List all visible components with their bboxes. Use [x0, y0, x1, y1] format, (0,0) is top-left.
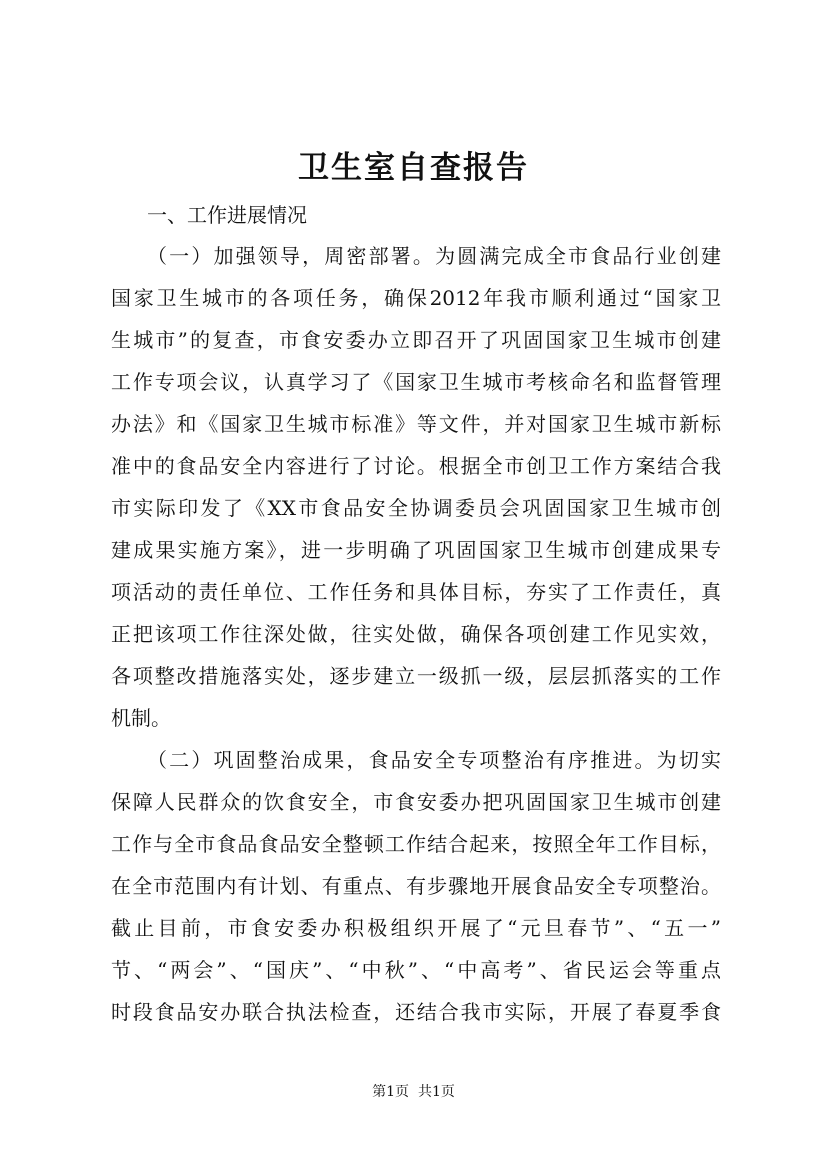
paragraph-line: 工作专项会议，认真学习了《国家卫生城市考核命名和监督管理	[111, 370, 721, 394]
paragraph-line: 时段食品安办联合执法检查，还结合我市实际，开展了春夏季食	[111, 1000, 721, 1024]
paragraph-line: 截止目前，市食安委办积极组织开展了“元旦春节”、“五一”	[111, 916, 721, 940]
section-heading: 一、工作进展情况	[147, 203, 307, 227]
paragraph-line: 办法》和《国家卫生城市标准》等文件，并对国家卫生城市新标	[111, 412, 721, 436]
paragraph-line: 保障人民群众的饮食安全，市食安委办把巩固国家卫生城市创建	[111, 790, 721, 814]
paragraph-line: 正把该项工作往深处做，往实处做，确保各项创建工作见实效，	[111, 622, 721, 646]
paragraph-line: 生城市”的复查，市食安委办立即召开了巩固国家卫生城市创建	[111, 328, 721, 352]
page-footer: 第1页 共1页	[372, 1084, 455, 1100]
paragraph-line: 准中的食品安全内容进行了讨论。根据全市创卫工作方案结合我	[111, 454, 721, 478]
paragraph-line: （一）加强领导，周密部署。为圆满完成全市食品行业创建	[147, 244, 721, 268]
paragraph-line: 机制。	[111, 706, 171, 730]
paragraph-line: 建成果实施方案》，进一步明确了巩固国家卫生城市创建成果专	[111, 538, 721, 562]
paragraph-line: 市实际印发了《XX市食品安全协调委员会巩固国家卫生城市创	[111, 496, 721, 520]
paragraph-line: 节、“两会”、“国庆”、“中秋”、“中高考”、省民运会等重点	[111, 958, 721, 982]
document-title: 卫生室自查报告	[298, 150, 529, 186]
paragraph-line: 项活动的责任单位、工作任务和具体目标，夯实了工作责任，真	[111, 580, 721, 604]
paragraph-line: （二）巩固整治成果，食品安全专项整治有序推进。为切实	[147, 748, 721, 772]
paragraph-line: 各项整改措施落实处，逐步建立一级抓一级，层层抓落实的工作	[111, 664, 721, 688]
paragraph-line: 国家卫生城市的各项任务，确保2012年我市顺利通过“国家卫	[111, 286, 721, 310]
paragraph-line: 在全市范围内有计划、有重点、有步骤地开展食品安全专项整治。	[111, 874, 721, 898]
paragraph-line: 工作与全市食品食品安全整顿工作结合起来，按照全年工作目标，	[111, 832, 721, 856]
